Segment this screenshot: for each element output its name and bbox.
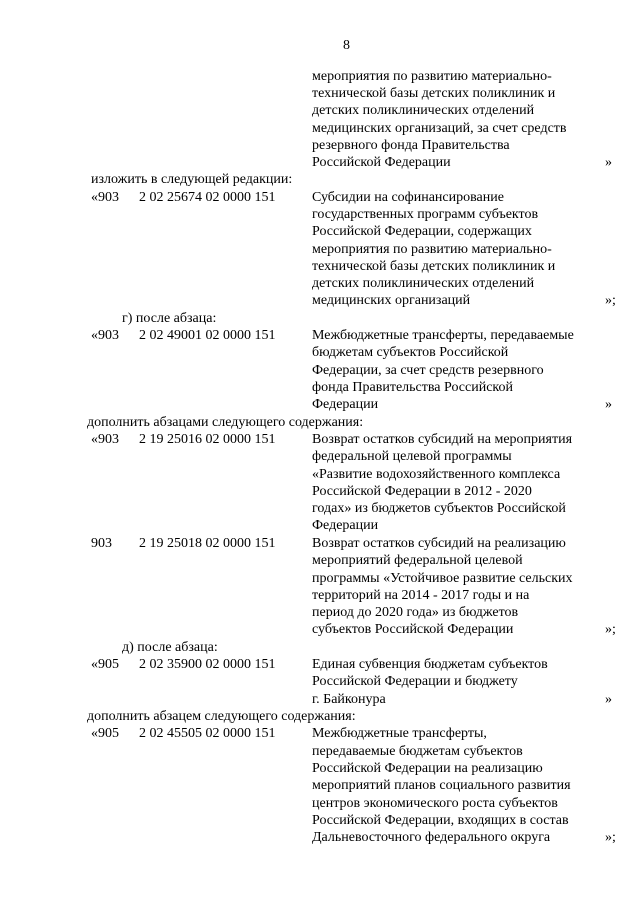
block5-code: 2 19 25018 02 0000 151 <box>139 536 276 551</box>
block4-line: Российской Федерации в 2012 - 2020 <box>312 484 532 499</box>
block4-line: федеральной целевой программы <box>312 449 512 464</box>
block7-line: центров экономического роста субъектов <box>312 796 558 811</box>
block2-line: технической базы детских поликлиник и <box>312 259 556 274</box>
block5-line: мероприятий федеральной целевой <box>312 553 523 568</box>
block2-code: 2 02 25674 02 0000 151 <box>139 190 276 205</box>
block1-line: Российской Федерации <box>312 155 451 170</box>
block7-line: Российской Федерации, входящих в состав <box>312 813 569 828</box>
block4-line: Федерации <box>312 518 379 533</box>
block4-line: Возврат остатков субсидий на мероприятия <box>312 432 573 447</box>
block3-line: Федерации <box>312 397 379 412</box>
block6-close-quote: » <box>605 692 612 707</box>
block2-line: государственных программ субъектов <box>312 207 539 222</box>
block7-line: Российской Федерации на реализацию <box>312 761 543 776</box>
block2-line: Субсидии на софинансирование <box>312 190 504 205</box>
block1-line: резервного фонда Правительства <box>312 138 510 153</box>
block7-close-quote: »; <box>605 830 616 845</box>
instruction-text: изложить в следующей редакции: <box>91 172 293 187</box>
block3-open: «903 <box>91 328 119 343</box>
block5-line: Возврат остатков субсидий на реализацию <box>312 536 566 551</box>
block4-line: годах» из бюджетов субъектов Российской <box>312 501 566 516</box>
block3-line: Межбюджетные трансферты, передаваемые <box>312 328 574 343</box>
block2-line: медицинских организаций <box>312 293 471 308</box>
block3-close-quote: » <box>605 397 612 412</box>
block6-line: Российской Федерации и бюджету <box>312 674 518 689</box>
block4-open: «903 <box>91 432 119 447</box>
block7-open: «905 <box>91 726 119 741</box>
block5-open: 903 <box>91 536 112 551</box>
block1-line: технической базы детских поликлиник и <box>312 86 556 101</box>
block1-line: медицинских организаций, за счет средств <box>312 121 567 136</box>
block7-line: Дальневосточного федерального округа <box>312 830 551 845</box>
block7-line: мероприятий планов социального развития <box>312 778 571 793</box>
block4-line: «Развитие водохозяйственного комплекса <box>312 467 561 482</box>
page-number: 8 <box>343 38 350 53</box>
block3-code: 2 02 49001 02 0000 151 <box>139 328 276 343</box>
block2-line: мероприятия по развитию материально- <box>312 242 552 257</box>
block6-code: 2 02 35900 02 0000 151 <box>139 657 276 672</box>
block3-line: Федерации, за счет средств резервного <box>312 363 544 378</box>
block2-close-quote: »; <box>605 293 616 308</box>
block2-open: «903 <box>91 190 119 205</box>
instruction-text: дополнить абзацами следующего содержания: <box>87 415 364 430</box>
instruction-text: д) после абзаца: <box>122 640 218 655</box>
block5-line: территорий на 2014 - 2017 годы и на <box>312 588 530 603</box>
block1-close-quote: » <box>605 155 612 170</box>
block5-line: субъектов Российской Федерации <box>312 622 514 637</box>
block3-line: фонда Правительства Российской <box>312 380 513 395</box>
block6-line: г. Байконура <box>312 692 386 707</box>
instruction-text: г) после абзаца: <box>122 311 217 326</box>
instruction-text: дополнить абзацем следующего содержания: <box>87 709 356 724</box>
block7-line: передаваемые бюджетам субъектов <box>312 744 523 759</box>
block6-line: Единая субвенция бюджетам субъектов <box>312 657 548 672</box>
block4-code: 2 19 25016 02 0000 151 <box>139 432 276 447</box>
block5-close-quote: »; <box>605 622 616 637</box>
block5-line: программы «Устойчивое развитие сельских <box>312 571 573 586</box>
block3-line: бюджетам субъектов Российской <box>312 345 509 360</box>
block7-code: 2 02 45505 02 0000 151 <box>139 726 276 741</box>
block6-open: «905 <box>91 657 119 672</box>
block5-line: период до 2020 года» из бюджетов <box>312 605 519 620</box>
block1-line: детских поликлинических отделений <box>312 103 535 118</box>
block2-line: детских поликлинических отделений <box>312 276 535 291</box>
block2-line: Российской Федерации, содержащих <box>312 224 532 239</box>
block7-line: Межбюджетные трансферты, <box>312 726 487 741</box>
block1-line: мероприятия по развитию материально- <box>312 69 552 84</box>
